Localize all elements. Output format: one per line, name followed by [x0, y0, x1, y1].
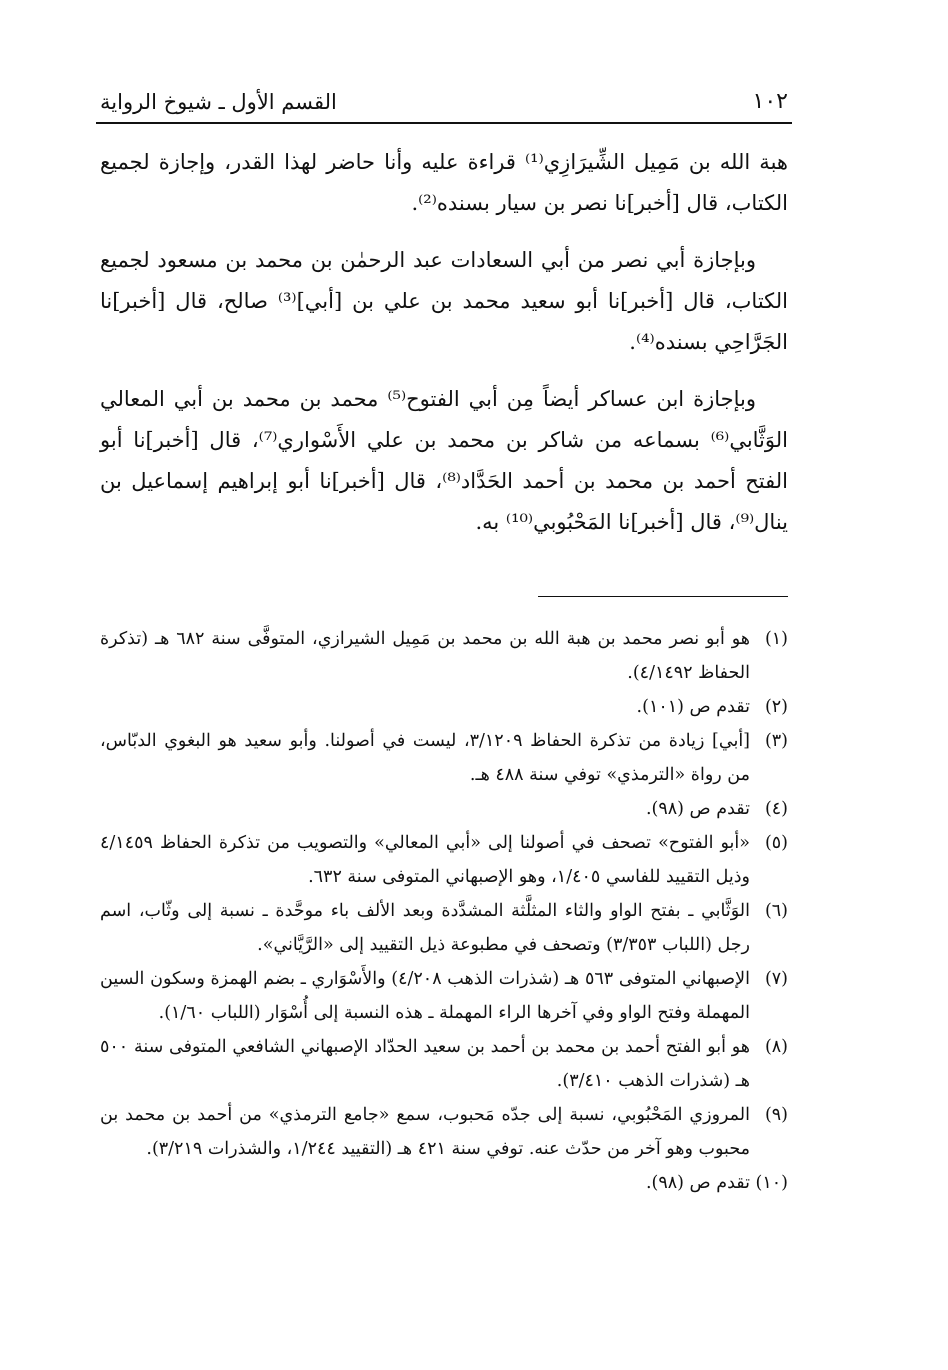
paragraph: وبإجازة أبي نصر من أبي السعادات عبد الرحمٰن بن محمد بن مسعود لجميع الكتاب، قال [أخبر]نا أبو سعيد محمد بن علي بن [أبي]⁽³⁾ صالح، قال [أخبر]نا الجَرَّاحِي بسنده⁽⁴⁾. — [100, 248, 788, 354]
footnote-text: «أبو الفتوح» تصحف في أصولنا إلى «أبي المعالي» والتصويب من تذكرة الحفاظ ٤/١٤٥٩ وذيل التقييد للفاسي ١/٤٠٥، وهو الإصبهاني المتوفى سنة ٦٣٢. — [100, 833, 750, 887]
footnote-number: (١٠) — [755, 1173, 788, 1193]
footnote-number: (٣) — [764, 731, 788, 751]
footnote-number: (٦) — [764, 901, 788, 921]
footnote — [100, 1098, 788, 1166]
main-text — [100, 142, 788, 559]
page-number: ١٠٢ — [752, 89, 788, 114]
page-header — [100, 80, 788, 114]
footnote-number: (٩) — [764, 1105, 788, 1125]
footnote-separator — [538, 596, 788, 597]
footnote-text: المروزي المَحْبُوبي، نسبة إلى جدّه مَحبوب، سمع «جامع الترمذي» من أحمد بن محمد بن محبوب وهو آخر من حدّث عنه. توفي سنة ٤٢١ هـ (التقييد ١/٢٤٤، والشذرات ٣/٢١٩). — [100, 1105, 750, 1159]
footnote-text: [أبي] زيادة من تذكرة الحفاظ ٣/١٢٠٩، ليست في أصولنا. وأبو سعيد هو البغوي الدبّاس، من رواة «الترمذي» توفي سنة ٤٨٨ هـ. — [100, 731, 751, 785]
footnote — [100, 792, 788, 826]
footnote — [100, 690, 788, 724]
footnote-number: (٥) — [764, 833, 788, 853]
footnote — [100, 1166, 788, 1200]
footnote — [100, 724, 788, 792]
footnote-text: هو أبو الفتح أحمد بن محمد بن أحمد بن سعيد الحدّاد الإصبهاني الشافعي المتوفى سنة ٥٠٠ هـ (شذرات الذهب ٣/٤١٠). — [100, 1037, 750, 1091]
footnote-text: تقدم ص (٩٨). — [645, 1173, 750, 1193]
footnote — [100, 826, 788, 894]
footnote-number: (٨) — [764, 1037, 788, 1057]
footnote — [100, 622, 788, 690]
footnote-text: تقدم ص (٩٨). — [645, 799, 750, 819]
header-rule — [96, 122, 792, 124]
footnote-number: (١) — [764, 629, 788, 649]
footnote-number: (٢) — [764, 697, 788, 717]
footnote — [100, 962, 788, 1030]
footnote-number: (٧) — [764, 969, 788, 989]
footnote — [100, 894, 788, 962]
footnote-text: تقدم ص (١٠١). — [636, 697, 750, 717]
footnote-text: الوَثَّابي ـ بفتح الواو والثاء المثلَّثة المشدَّدة وبعد الألف باء موحَّدة ـ نسبة إلى وثّاب، اسم رجل (اللباب ٣/٣٥٣) وتصحف في مطبوعة ذيل التقييد إلى «الرَّيَّاني». — [100, 901, 750, 955]
running-title: القسم الأول ـ شيوخ الرواية — [100, 90, 337, 114]
paragraph: وبإجازة ابن عساكر أيضاً مِن أبي الفتوح⁽⁵⁾ محمد بن محمد بن أبي المعالي الوَثَّابي⁽⁶⁾ بسماعه من شاكر بن محمد بن علي الأَسْواري⁽⁷⁾، قال [أخبر]نا أبو الفتح أحمد بن محمد بن أحمد الحَدَّاد⁽⁸⁾، قال [أخبر]نا أبو إبراهيم إسماعيل بن ينال⁽⁹⁾، قال [أخبر]نا المَحْبُوبي⁽¹⁰⁾ به. — [100, 387, 789, 534]
footnote-text: الإصبهاني المتوفى ٥٦٣ هـ (شذرات الذهب ٤/٢٠٨) والأَسْوَاري ـ بضم الهمزة وسكون السين المهملة وفتح الواو وفي آخرها الراء المهملة ـ هذه النسبة إلى أُسْوَار (اللباب ١/٦٠). — [100, 969, 750, 1023]
footnote-number: (٤) — [764, 799, 788, 819]
paragraph: هبة الله بن مَمِيل الشِّيرَازِي⁽¹⁾ قراءة عليه وأنا حاضر لهذا القدر، وإجازة لجميع الكتاب، قال [أخبر]نا نصر بن سيار بسنده⁽²⁾. — [100, 150, 788, 215]
footnotes — [100, 622, 788, 1200]
footnote-text: هو أبو نصر محمد بن هبة الله بن محمد بن مَمِيل الشيرازي، المتوفَّى سنة ٦٨٢ هـ (تذكرة الحفاظ ٤/١٤٩٢). — [100, 629, 750, 683]
footnote — [100, 1030, 788, 1098]
